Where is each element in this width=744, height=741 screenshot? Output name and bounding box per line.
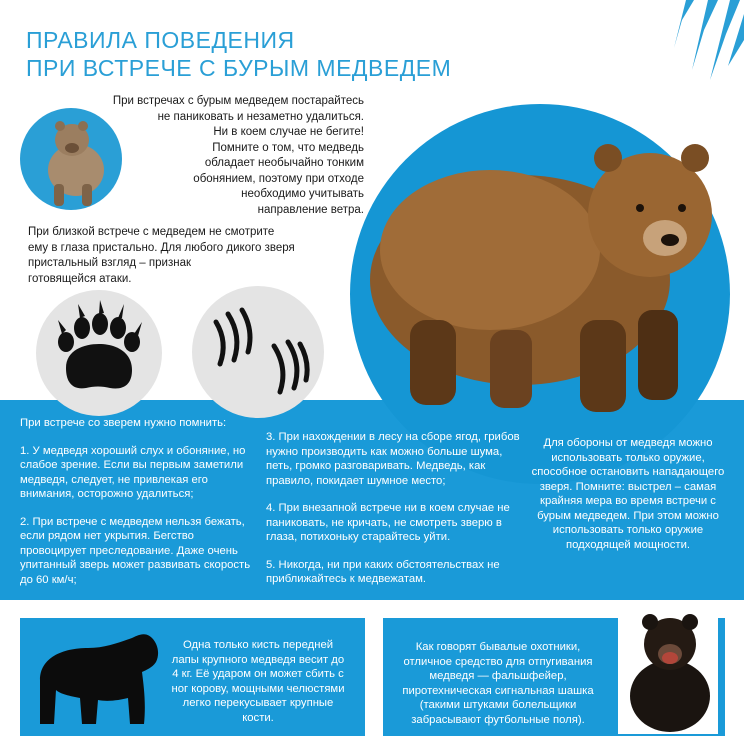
intro-line: обладает необычайно тонким (204, 157, 364, 169)
intro-paragraph (80, 94, 364, 218)
scratch-icon (192, 286, 324, 418)
brown-bear-illustration (370, 120, 730, 425)
paragraph-line: При близкой встрече с медведем не смотрите (28, 226, 275, 238)
paragraph-line: ему в глаза пристально. Для любого дикого зверя (28, 241, 295, 254)
claw-marks-icon (624, 0, 744, 100)
paragraph-line: готовящейся атаки. (28, 272, 132, 285)
intro-line: обонянием, поэтому при отходе (193, 172, 364, 185)
rule-1: 1. У медведя хороший слух и обоняние, но слабое зрение. Если вы первым заметили медведя, следует, не привлекая его внимания, осторожно удалиться; (20, 444, 246, 500)
rule-2: 2. При встрече с медведем нельзя бежать, если рядом нет укрытия. Бегство провоцирует преследование. Даже очень упитанный зверь может развивать скорость до 60 км/ч; (20, 515, 251, 586)
intro-line: Ни в коем случае не бегите! (213, 126, 364, 138)
paragraph-line: пристальный взгляд – признак (28, 257, 191, 269)
rules-column-1 (20, 416, 260, 600)
intro-line: направление ветра. (257, 203, 364, 216)
title-line-2: ПРИ ВСТРЕЧЕ С БУРЫМ МЕДВЕДЕМ (26, 55, 452, 81)
paw-print-icon (36, 290, 162, 416)
rules-column-2 (266, 430, 520, 600)
intro-line: Помните о том, что медведь (212, 141, 364, 154)
rules-heading: При встрече со зверем нужно помнить: (20, 417, 227, 429)
title-line-1: ПРАВИЛА ПОВЕДЕНИЯ (26, 27, 295, 53)
eye-contact-paragraph (28, 225, 328, 287)
intro-line: не паниковать и незаметно удалиться. (157, 110, 364, 123)
roaring-bear-icon (622, 610, 718, 734)
weapon-note: Для обороны от медведя можно использовать только оружие, способное остановить нападающего зверя. Помните: выстрел – самая крайняя мера во время встречи с бурым медведем. При этом можно использовать только оружие подходящей мощности. (531, 437, 725, 551)
rule-4: 4. При внезапной встрече ни в коем случае не паниковать, не кричать, не смотреть зверю в глаза, потихоньку старайтесь уйти. (266, 502, 510, 543)
intro-line: При встречах с бурым медведем постарайтесь (112, 95, 364, 107)
claw-scratch-circle (192, 286, 324, 418)
page-title (26, 26, 451, 82)
paw-print-circle (36, 290, 162, 416)
rule-3: 3. При нахождении в лесу на сборе ягод, грибов нужно производить как можно больше шума, петь, громко разговаривать. Медведь, как правило, покидает шумное место; (266, 431, 520, 487)
intro-line: необходимо учитывать (241, 188, 364, 200)
rule-5: 5. Никогда, ни при каких обстоятельствах не приближайтесь к медвежатам. (266, 558, 500, 585)
paw-weight-text: Одна только кисть передней лапы крупного медведя весит до 4 кг. Её ударом он может сбить с ног корову, мощными челюстями легко перекусывает крупные кости. (171, 639, 345, 724)
bear-silhouette-icon (34, 628, 164, 728)
flare-text: Как говорят бывалые охотники, отличное средство для отпугивания медведя — фальшфейер, пиротехническая сигнальная шашка (такими штуками болельщики забрасывают футбольные поля). (402, 641, 594, 726)
